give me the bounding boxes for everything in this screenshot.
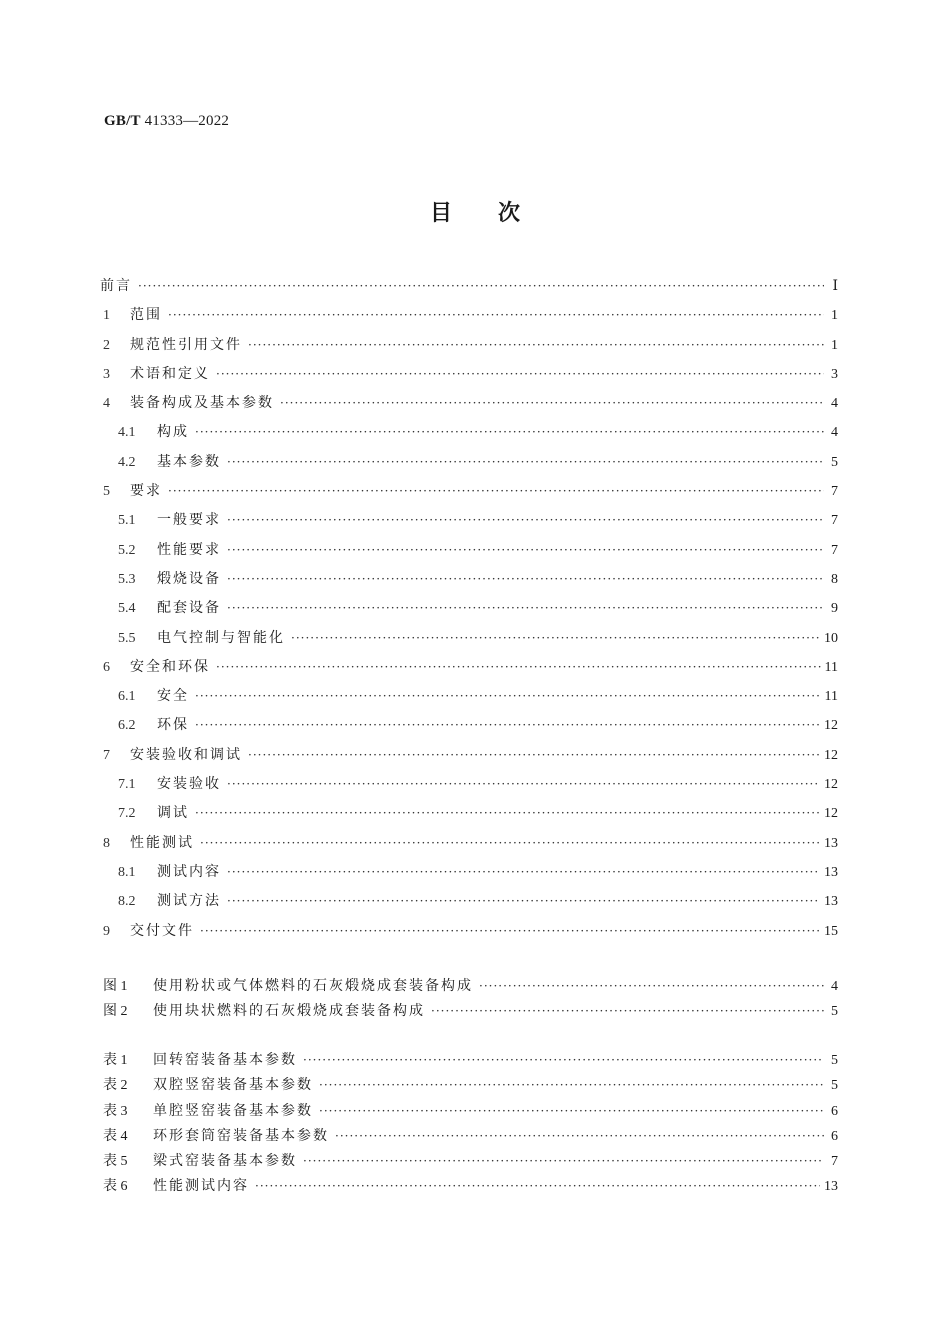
toc-entry-number: 4 <box>103 396 110 412</box>
dot-leader <box>227 565 824 594</box>
toc-entry-title: 交付文件 <box>130 922 194 939</box>
dot-leader <box>280 389 824 418</box>
toc-entry-number: 4.2 <box>118 454 136 470</box>
table-list <box>100 1048 838 1200</box>
toc-list <box>100 272 838 946</box>
dot-leader <box>227 887 820 916</box>
table-entry-number: 表 3 <box>103 1103 128 1119</box>
table-entry-page-number: 7 <box>831 1154 838 1170</box>
toc-entry[interactable] <box>100 331 838 360</box>
toc-entry[interactable] <box>100 887 838 916</box>
toc-entry-number: 1 <box>103 308 110 324</box>
toc-entry-title: 安全 <box>157 688 189 705</box>
dot-leader <box>335 1124 824 1149</box>
toc-entry[interactable] <box>100 741 838 770</box>
toc-entry[interactable] <box>100 536 838 565</box>
toc-entry-title: 煅烧设备 <box>157 570 221 587</box>
toc-entry-title: 安装验收和调试 <box>130 746 242 763</box>
dot-leader <box>248 331 824 360</box>
toc-entry-title: 一般要求 <box>157 512 221 529</box>
toc-entry[interactable] <box>100 829 838 858</box>
toc-entry[interactable] <box>100 448 838 477</box>
toc-entry-title: 电气控制与智能化 <box>157 629 285 646</box>
dot-leader <box>138 272 824 301</box>
dot-leader <box>216 653 821 682</box>
dot-leader <box>303 1149 824 1174</box>
dot-leader <box>227 448 824 477</box>
toc-entry-page-number: 13 <box>824 864 838 880</box>
table-entry-page-number: 6 <box>831 1103 838 1119</box>
toc-entry[interactable] <box>100 682 838 711</box>
dot-leader <box>168 301 824 330</box>
toc-entry-title: 范围 <box>130 307 162 324</box>
table-entry[interactable] <box>100 1174 838 1199</box>
dot-leader <box>200 917 820 946</box>
toc-entry-title: 装备构成及基本参数 <box>130 395 274 412</box>
dot-leader <box>479 974 824 999</box>
figure-entry-page-number: 4 <box>831 979 838 994</box>
toc-entry-page-number: 11 <box>824 659 838 675</box>
figure-entry[interactable] <box>100 999 838 1024</box>
toc-entry-number: 8.1 <box>118 864 136 880</box>
toc-entry-page-number: 8 <box>831 571 838 587</box>
toc-entry[interactable] <box>100 389 838 418</box>
toc-entry-number: 5.2 <box>118 542 136 558</box>
dot-leader <box>319 1073 824 1098</box>
standard-number <box>104 113 229 130</box>
toc-entry[interactable] <box>100 477 838 506</box>
toc-entry-number: 5.4 <box>118 601 136 617</box>
dot-leader <box>227 594 824 623</box>
dot-leader <box>303 1048 824 1073</box>
toc-entry-title: 基本参数 <box>157 453 221 470</box>
toc-entry-number: 9 <box>103 923 110 939</box>
dot-leader <box>227 858 820 887</box>
table-entry-number: 表 5 <box>103 1154 128 1170</box>
toc-entry-page-number: 7 <box>831 484 838 500</box>
page-title: 目次 <box>429 200 566 226</box>
toc-entry[interactable] <box>100 711 838 740</box>
figure-entry-number: 图 2 <box>103 1004 128 1020</box>
toc-entry-title: 测试内容 <box>157 863 221 880</box>
dot-leader <box>255 1174 820 1199</box>
toc-entry[interactable] <box>100 858 838 887</box>
dot-leader <box>216 360 824 389</box>
toc-entry[interactable] <box>100 624 838 653</box>
table-entry-page-number: 6 <box>831 1128 838 1144</box>
table-entry-title: 回转窑装备基本参数 <box>153 1052 297 1068</box>
toc-entry-page-number: 13 <box>824 835 838 851</box>
toc-entry-number: 5.5 <box>118 630 136 646</box>
dot-leader <box>200 829 820 858</box>
toc-entry-number: 6.2 <box>118 718 136 734</box>
dot-leader <box>227 506 824 535</box>
toc-entry-number: 5.1 <box>118 513 136 529</box>
standard-code: 41333—2022 <box>144 113 230 129</box>
toc-entry[interactable] <box>100 360 838 389</box>
dot-leader <box>195 711 820 740</box>
table-entry-number: 表 6 <box>103 1179 128 1195</box>
toc-entry[interactable] <box>100 653 838 682</box>
toc-entry-number: 5.3 <box>118 571 136 587</box>
toc-entry[interactable] <box>100 917 838 946</box>
figure-entry-number: 图 1 <box>103 979 128 994</box>
toc-entry-page-number: 12 <box>824 806 838 822</box>
toc-entry[interactable] <box>100 594 838 623</box>
toc-entry-title: 安全和环保 <box>130 658 210 675</box>
table-entry[interactable] <box>100 1099 838 1124</box>
toc-entry-title: 配套设备 <box>157 600 221 617</box>
toc-entry[interactable] <box>100 799 838 828</box>
table-entry-title: 性能测试内容 <box>153 1178 249 1195</box>
toc-entry-page-number: 12 <box>824 777 838 793</box>
toc-entry[interactable] <box>100 418 838 447</box>
table-entry[interactable] <box>100 1149 838 1174</box>
toc-entry[interactable] <box>100 272 838 301</box>
dot-leader <box>195 799 820 828</box>
dot-leader <box>431 999 824 1024</box>
toc-entry-page-number: 5 <box>831 454 838 470</box>
toc-entry-page-number: 4 <box>831 425 838 441</box>
toc-entry[interactable] <box>100 565 838 594</box>
toc-entry-number: 6 <box>103 659 110 675</box>
toc-entry-page-number: 13 <box>824 894 838 910</box>
toc-entry-page-number: 1 <box>831 308 838 324</box>
table-entry-title: 单腔竖窑装备基本参数 <box>153 1102 313 1119</box>
toc-entry-title: 调试 <box>157 805 189 822</box>
toc-entry-page-number: 15 <box>824 923 838 939</box>
figure-entry-title: 使用粉状或气体燃料的石灰煅烧成套装备构成 <box>153 978 473 994</box>
table-entry-title: 环形套筒窑装备基本参数 <box>153 1127 329 1144</box>
toc-entry-page-number: 10 <box>824 630 838 646</box>
toc-entry-page-number: 12 <box>824 718 838 734</box>
toc-entry-page-number: 4 <box>831 396 838 412</box>
toc-entry-title: 术语和定义 <box>130 365 210 382</box>
toc-entry-title: 构成 <box>157 424 189 441</box>
toc-entry-page-number: 12 <box>824 747 838 763</box>
standard-prefix: GB/T <box>104 113 141 129</box>
toc-entry-page-number: 11 <box>824 689 838 705</box>
table-entry-number: 表 1 <box>103 1053 128 1068</box>
dot-leader <box>319 1099 824 1124</box>
table-entry-title: 双腔竖窑装备基本参数 <box>153 1077 313 1094</box>
table-entry-number: 表 2 <box>103 1078 128 1094</box>
toc-entry-number: 2 <box>103 337 110 353</box>
dot-leader <box>248 741 820 770</box>
toc-entry-page-number: 9 <box>831 601 838 617</box>
dot-leader <box>227 536 824 565</box>
figure-entry-page-number: 5 <box>831 1004 838 1020</box>
toc-entry-number: 6.1 <box>118 689 136 705</box>
toc-entry-number: 7.1 <box>118 777 136 793</box>
toc-entry-page-number: 7 <box>831 513 838 529</box>
figure-entry[interactable] <box>100 974 838 999</box>
toc-entry-number: 8 <box>103 835 110 851</box>
dot-leader <box>227 770 820 799</box>
toc-entry-number: 8.2 <box>118 894 136 910</box>
dot-leader <box>291 624 820 653</box>
toc-entry-page-number: 3 <box>831 366 838 382</box>
toc-entry[interactable] <box>100 770 838 799</box>
toc-entry-title: 性能测试 <box>130 834 194 851</box>
toc-entry-page-number: 1 <box>831 337 838 353</box>
figure-list <box>100 974 838 1025</box>
toc-entry-page-number: Ⅰ <box>832 279 838 294</box>
toc-entry-title: 要求 <box>130 483 162 500</box>
table-entry-page-number: 5 <box>831 1078 838 1094</box>
toc-entry-number: 3 <box>103 366 110 382</box>
figure-entry-title: 使用块状燃料的石灰煅烧成套装备构成 <box>153 1003 425 1020</box>
toc-entry-title: 测试方法 <box>157 893 221 910</box>
toc-entry[interactable] <box>100 301 838 330</box>
toc-entry-number: 5 <box>103 484 110 500</box>
table-entry-title: 梁式窑装备基本参数 <box>153 1153 297 1170</box>
toc-entry-title: 环保 <box>157 717 189 734</box>
table-entry[interactable] <box>100 1048 838 1073</box>
toc-entry-number: 7 <box>103 747 110 763</box>
toc-entry-number: 7.2 <box>118 806 136 822</box>
table-entry-number: 表 4 <box>103 1128 128 1144</box>
table-entry[interactable] <box>100 1073 838 1098</box>
table-entry[interactable] <box>100 1124 838 1149</box>
toc-entry[interactable] <box>100 506 838 535</box>
toc-entry-page-number: 7 <box>831 542 838 558</box>
toc-entry-title: 安装验收 <box>157 776 221 793</box>
dot-leader <box>195 682 821 711</box>
table-entry-page-number: 5 <box>831 1053 838 1068</box>
toc-entry-number: 4.1 <box>118 425 136 441</box>
table-entry-page-number: 13 <box>824 1179 838 1195</box>
toc-entry-title: 性能要求 <box>157 541 221 558</box>
dot-leader <box>168 477 824 506</box>
toc-entry-title: 前言 <box>100 278 132 294</box>
toc-entry-title: 规范性引用文件 <box>130 336 242 353</box>
dot-leader <box>195 418 824 447</box>
